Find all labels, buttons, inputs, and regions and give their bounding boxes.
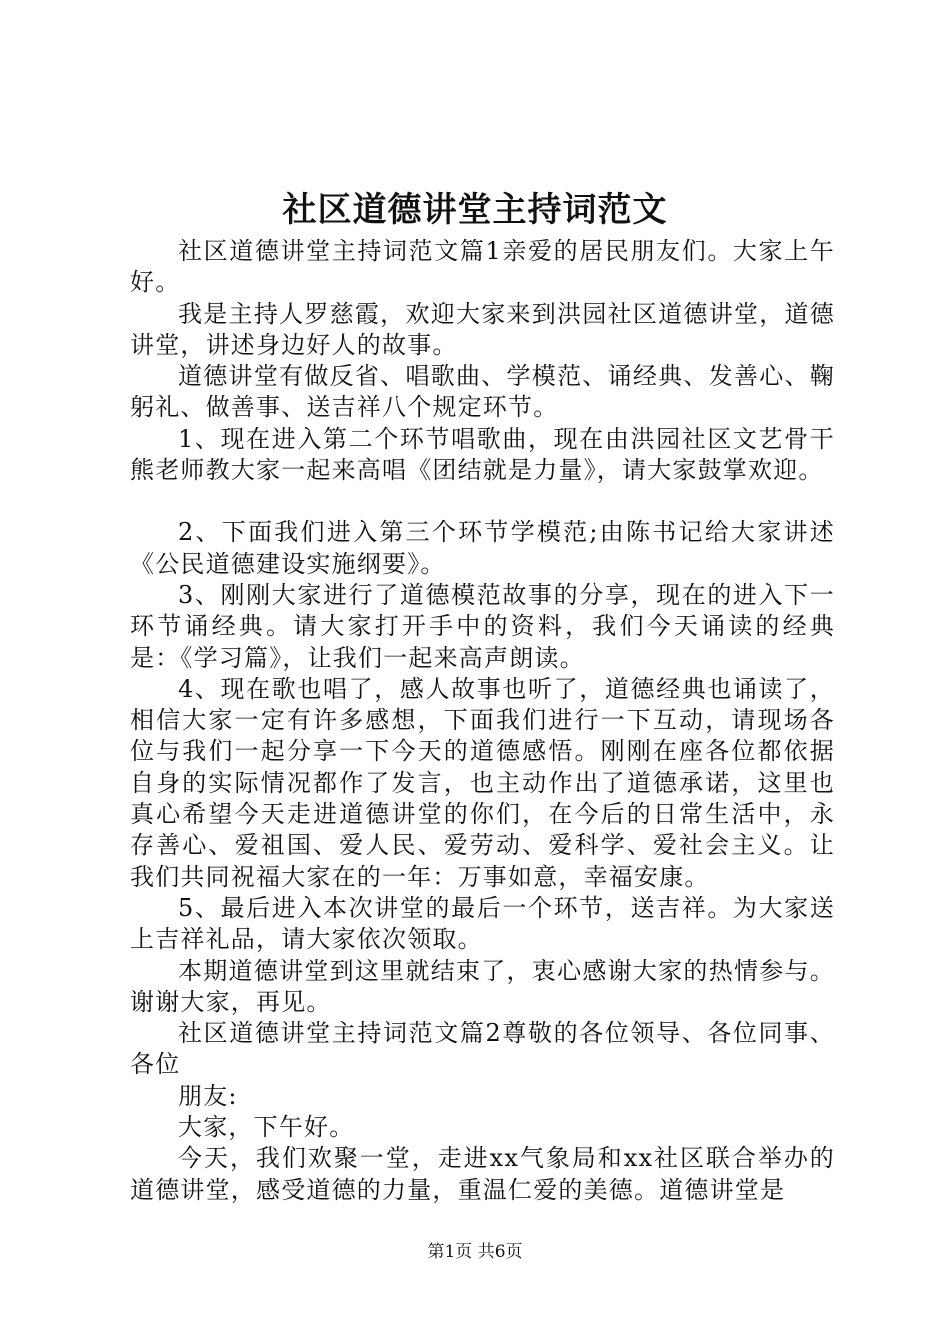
page-number: 第1页 共6页 (427, 1242, 523, 1262)
paragraph: 我是主持人罗慈霞，欢迎大家来到洪园社区道德讲堂，道德讲堂，讲述身边好人的故事。 (130, 299, 835, 359)
paragraph: 今天，我们欢聚一堂，走进xx气象局和xx社区联合举办的道德讲堂，感受道德的力量，重温仁爱的美德。道德讲堂是 (130, 1144, 835, 1204)
paragraph: 社区道德讲堂主持词范文篇2尊敬的各位领导、各位同事、各位 (130, 1019, 835, 1079)
paragraph: 朋友: (178, 1081, 238, 1110)
document-body (130, 236, 835, 1206)
paragraph: 1、现在进入第二个环节唱歌曲，现在由洪园社区文艺骨干熊老师教大家一起来高唱《团结就是力量》，请大家鼓掌欢迎。 (130, 424, 835, 485)
paragraph: 社区道德讲堂主持词范文篇1亲爱的居民朋友们。大家上午好。 (130, 237, 835, 297)
paragraph: 2、下面我们进入第三个环节学模范;由陈书记给大家讲述《公民道德建设实施纲要》。 (130, 518, 835, 578)
paragraph: 4、现在歌也唱了，感人故事也听了，道德经典也诵读了，相信大家一定有许多感想，下面我们进行一下互动，请现场各位与我们一起分享一下今天的道德感悟。刚刚在座各位都依据自身的实际情况都作了发言，也主动作出了道德承诺，这里也真心希望今天走进道德讲堂的你们，在今后的日常生活中，永存善心、爱祖国、爱人民、爱劳动、爱科学、爱社会主义。让我们共同祝福大家在的一年：万事如意，幸福安康。 (130, 674, 835, 891)
paragraph: 大家，下午好。 (178, 1113, 355, 1142)
paragraph: 3、刚刚大家进行了道德模范故事的分享，现在的进入下一环节诵经典。请大家打开手中的资料，我们今天诵读的经典是：《学习篇》，让我们一起来高声朗读。 (130, 580, 835, 672)
paragraph: 5、最后进入本次讲堂的最后一个环节，送吉祥。为大家送上吉祥礼品，请大家依次领取。 (130, 893, 835, 954)
document-title: 社区道德讲堂主持词范文 (282, 190, 668, 230)
paragraph: 道德讲堂有做反省、唱歌曲、学模范、诵经典、发善心、鞠躬礼、做善事、送吉祥八个规定环节。 (130, 362, 835, 422)
paragraph: 本期道德讲堂到这里就结束了，衷心感谢大家的热情参与。谢谢大家，再见。 (130, 956, 835, 1016)
